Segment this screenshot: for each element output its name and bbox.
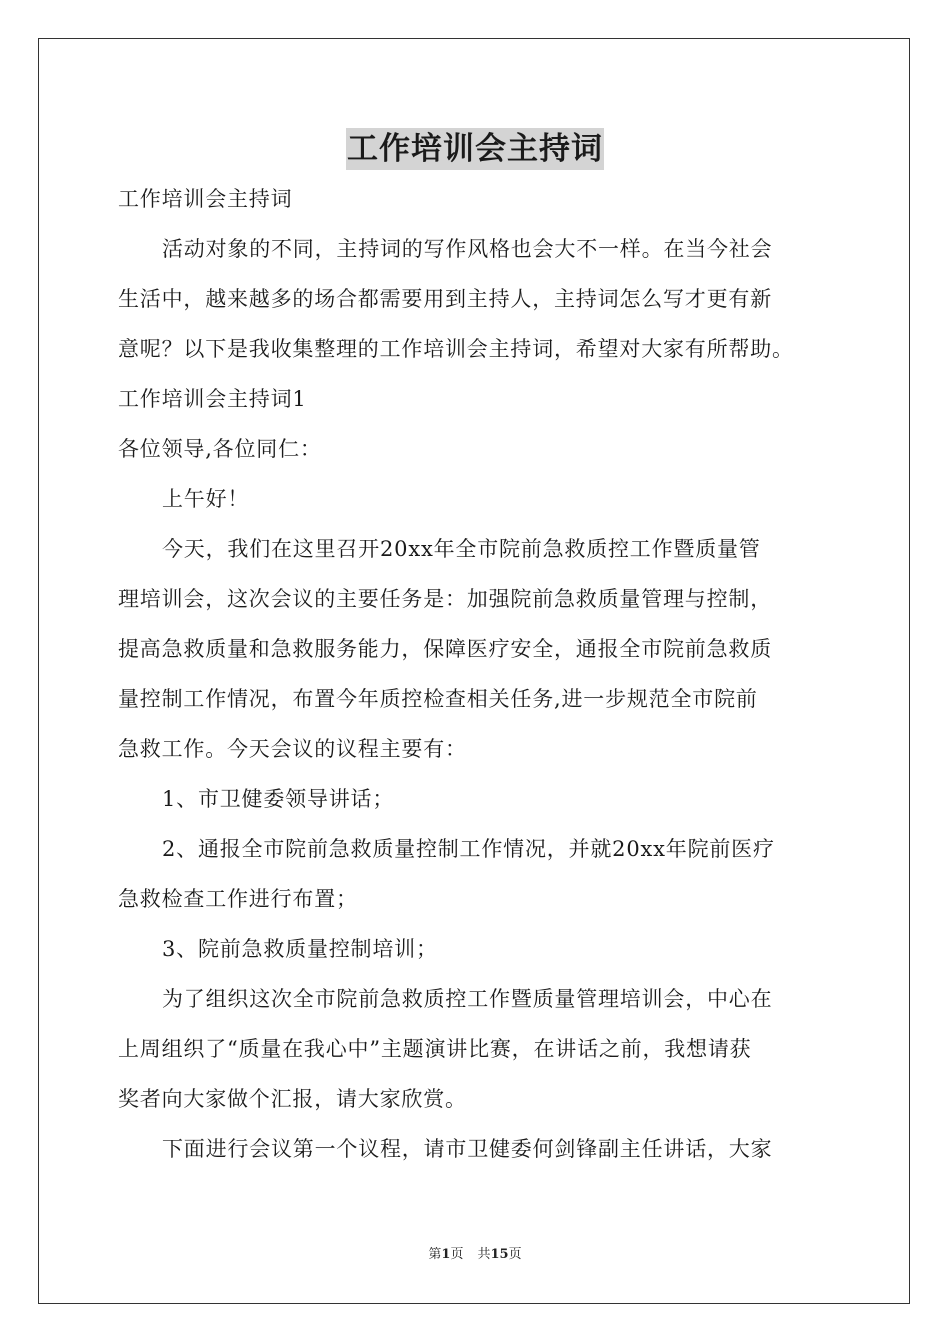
total-prefix: 共 [477, 1247, 491, 1262]
agenda-item-continuation: 急救检查工作进行布置； [118, 887, 358, 911]
paragraph-line: 活动对象的不同，主持词的写作风格也会大不一样。在当今社会 [162, 237, 773, 261]
greeting: 上午好！ [162, 487, 250, 511]
paragraph-line: 量控制工作情况，布置今年质控检查相关任务,进一步规范全市院前 [118, 687, 758, 711]
total-page-number: 15 [490, 1247, 509, 1262]
document-title [0, 128, 950, 170]
paragraph-line: 下面进行会议第一个议程，请市卫健委何剑锋副主任讲话，大家 [162, 1137, 773, 1161]
document-title-text: 工作培训会主持词 [346, 128, 604, 170]
total-suffix: 页 [508, 1247, 522, 1262]
document-subtitle: 工作培训会主持词 [118, 187, 293, 211]
section-heading: 工作培训会主持词1 [118, 387, 307, 411]
salutation: 各位领导,各位同仁： [118, 437, 322, 461]
agenda-item: 2、通报全市院前急救质量控制工作情况，并就20xx年院前医疗 [162, 837, 775, 861]
paragraph-line: 生活中，越来越多的场合都需要用到主持人，主持词怎么写才更有新 [118, 287, 772, 311]
page-suffix: 页 [450, 1247, 464, 1262]
page-footer [0, 1246, 950, 1264]
paragraph-line: 提高急救质量和急救服务能力，保障医疗安全，通报全市院前急救质 [118, 637, 772, 661]
paragraph-line: 今天，我们在这里召开20xx年全市院前急救质控工作暨质量管 [162, 537, 761, 561]
page-prefix: 第 [428, 1247, 442, 1262]
paragraph-line: 理培训会，这次会议的主要任务是：加强院前急救质量管理与控制， [118, 587, 772, 611]
agenda-item: 3、院前急救质量控制培训； [162, 937, 438, 961]
paragraph-line: 意呢？以下是我收集整理的工作培训会主持词，希望对大家有所帮助。 [118, 337, 794, 361]
paragraph-line: 为了组织这次全市院前急救质控工作暨质量管理培训会，中心在 [162, 987, 773, 1011]
agenda-item: 1、市卫健委领导讲话； [162, 787, 395, 811]
paragraph-line: 急救工作。今天会议的议程主要有： [118, 737, 467, 761]
paragraph-line: 上周组织了“质量在我心中”主题演讲比赛，在讲话之前，我想请获 [118, 1037, 752, 1061]
page-border [38, 38, 910, 1304]
paragraph-line: 奖者向大家做个汇报，请大家欣赏。 [118, 1087, 467, 1111]
current-page-number: 1 [441, 1247, 451, 1262]
